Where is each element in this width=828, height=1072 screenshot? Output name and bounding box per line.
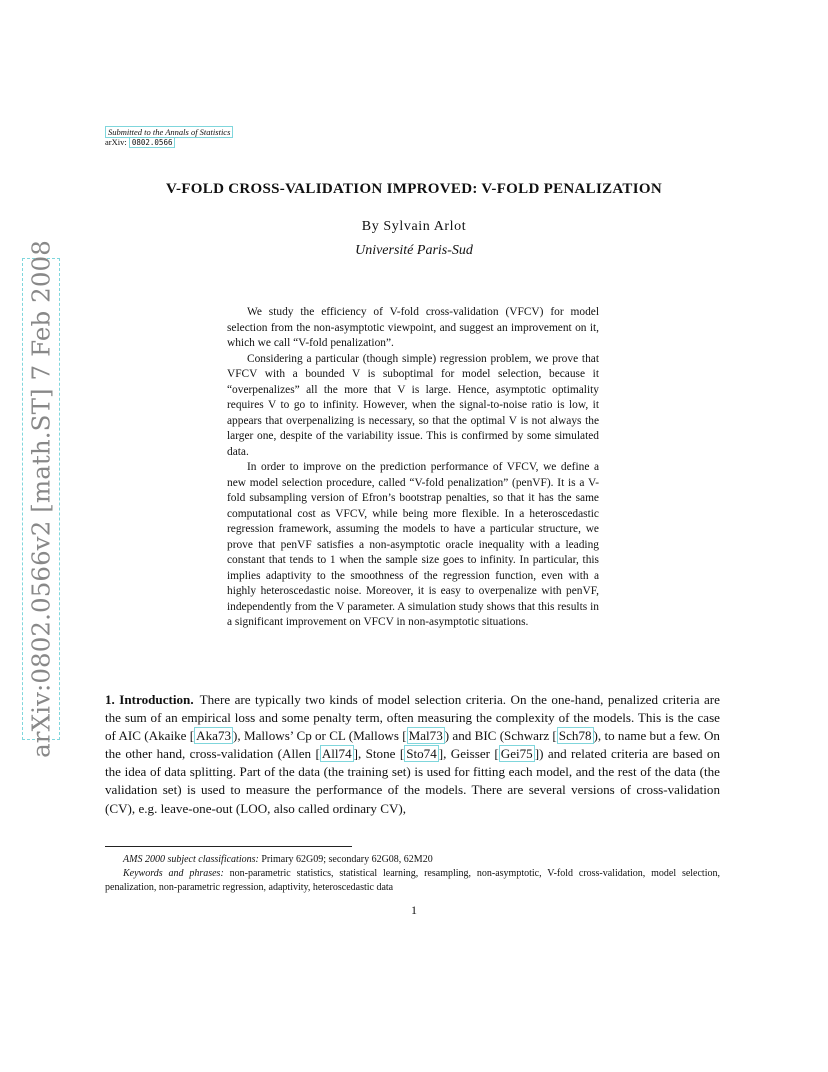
paper-title: V-FOLD CROSS-VALIDATION IMPROVED: V-FOLD PENALIZATION <box>166 181 662 197</box>
abstract-paragraph: We study the efficiency of V-fold cross-validation (VFCV) for model selection from the non-asymptotic viewpoint, and suggest an improvement on it, which we call “V-fold penalization”. <box>227 306 599 349</box>
citation-link[interactable]: Sch78 <box>558 728 592 744</box>
arxiv-prefix: arXiv: <box>105 137 127 147</box>
header-note <box>105 127 233 148</box>
intro-text: ), Mallows’ Cp or CL (Mallows <box>233 728 403 744</box>
citation-link[interactable]: Gei75 <box>500 746 533 762</box>
introduction-section <box>105 691 720 818</box>
footnotes <box>105 853 720 895</box>
abstract-paragraph: Considering a particular (though simple) regression problem, we prove that VFCV with a bounded V is suboptimal for model selection, because it “overpenalizes” all the more that V is large. Hence, asymptotic optimality requires V to go to infinity. However, when the signal-to-noise ratio is low, it appears that overpenalizing is necessary, so that the optimal V is not always the larger one, despite of the variability issue. This is confirmed by some simulated data. <box>227 352 599 458</box>
arxiv-stamp-text: arXiv:0802.0566v2 [math.ST] 7 Feb 2008 <box>26 240 56 758</box>
page-number: 1 <box>411 903 417 917</box>
abstract <box>227 305 599 631</box>
section-heading: 1. Introduction. <box>105 692 194 707</box>
intro-text: There are typically two kinds of model selection criteria. On the one-hand, penalized criteria are the sum of an empirical loss and some penalty term, often measuring the complexity of the models. This is the case of AIC (Akaike <box>105 692 720 744</box>
intro-text: ), to name but a few. On the other hand, cross-validation (Allen <box>105 728 720 762</box>
footnote-rule <box>105 846 352 847</box>
ams-classification <box>105 853 720 867</box>
abstract-paragraph: In order to improve on the prediction performance of VFCV, we define a new model selection procedure, called “V-fold penalization” (penVF). It is a V-fold subsampling version of Efron’s bootstrap penalties, so that it has the same computational cost as VFCV, while being more flexible. In a heteroscedastic regression framework, assuming the models to have a particular structure, we prove that penVF satisfies a non-asymptotic oracle inequality with a leading constant that tends to 1 when the sample size goes to infinity. In particular, this implies adaptivity to the smoothness of the regression function, even with a highly heteroscedastic noise. Moreover, it is easy to overpenalize with penVF, independently from the V parameter. A simulation study shows that this results in a significant improvement on VFCV in non-asymptotic situations. <box>227 461 599 628</box>
keywords <box>105 867 720 895</box>
intro-paragraph: 1. Introduction. There are typically two kinds of model selection criteria. On the one-hand, penalized criteria are the sum of an empirical loss and some penalty term, often measuring the complexity of the models. This is the case of AIC (Akaike [ Aka73 ), Mallows’ Cp or CL (Mallows [ Mal73 ) and BIC (Schwarz [ Sch78 ), to name but a few. On the other hand, cross-validation (Allen [ All74 ], Stone [ Sto74 ], Geisser [ Gei75 ]) and related criteria are based on the idea of data splitting. Part of the data (the training set) is used for fitting each model, and the rest of the data (the validation set) is used to measure the performance of the models. There are several versions of cross-validation (CV), e.g. leave-one-out (LOO, also called ordinary CV), <box>105 692 721 816</box>
citation-link[interactable]: Mal73 <box>408 728 443 744</box>
arxiv-id-link[interactable]: 0802.0566 <box>129 137 176 148</box>
journal-link[interactable]: Submitted to the Annals of Statistics <box>105 126 233 138</box>
ams-text: Primary 62G09; secondary 62G08, 62M20 <box>258 854 433 865</box>
intro-text: ) and BIC (Schwarz <box>444 728 553 744</box>
citation-link[interactable]: Aka73 <box>196 728 232 744</box>
paper-affiliation: Université Paris-Sud <box>355 243 473 258</box>
keywords-text: non-parametric statistics, statistical learning, resampling, non-asymptotic, V-fold cross-validation, model selection, penalization, non-parametric regression, adaptivity, heteroscedastic data <box>105 868 720 893</box>
citation-link[interactable]: All74 <box>321 746 352 762</box>
keywords-label: Keywords and phrases: <box>123 868 224 879</box>
intro-text: ) and related criteria are based on the idea of data splitting. Part of the data (the training set) is used for fitting each model, and the rest of the data (the validation set) is used to measure the performance of the models. There are several versions of cross-validation (CV), e.g. leave-one-out (LOO, also called ordinary CV), <box>105 746 721 816</box>
citation-link[interactable]: Sto74 <box>406 746 437 762</box>
intro-text: , Geisser <box>443 746 495 762</box>
intro-text: , Stone <box>358 746 400 762</box>
ams-label: AMS 2000 subject classifications: <box>123 854 259 865</box>
arxiv-stamp[interactable] <box>22 240 60 758</box>
paper-author: By Sylvain Arlot <box>361 219 467 234</box>
